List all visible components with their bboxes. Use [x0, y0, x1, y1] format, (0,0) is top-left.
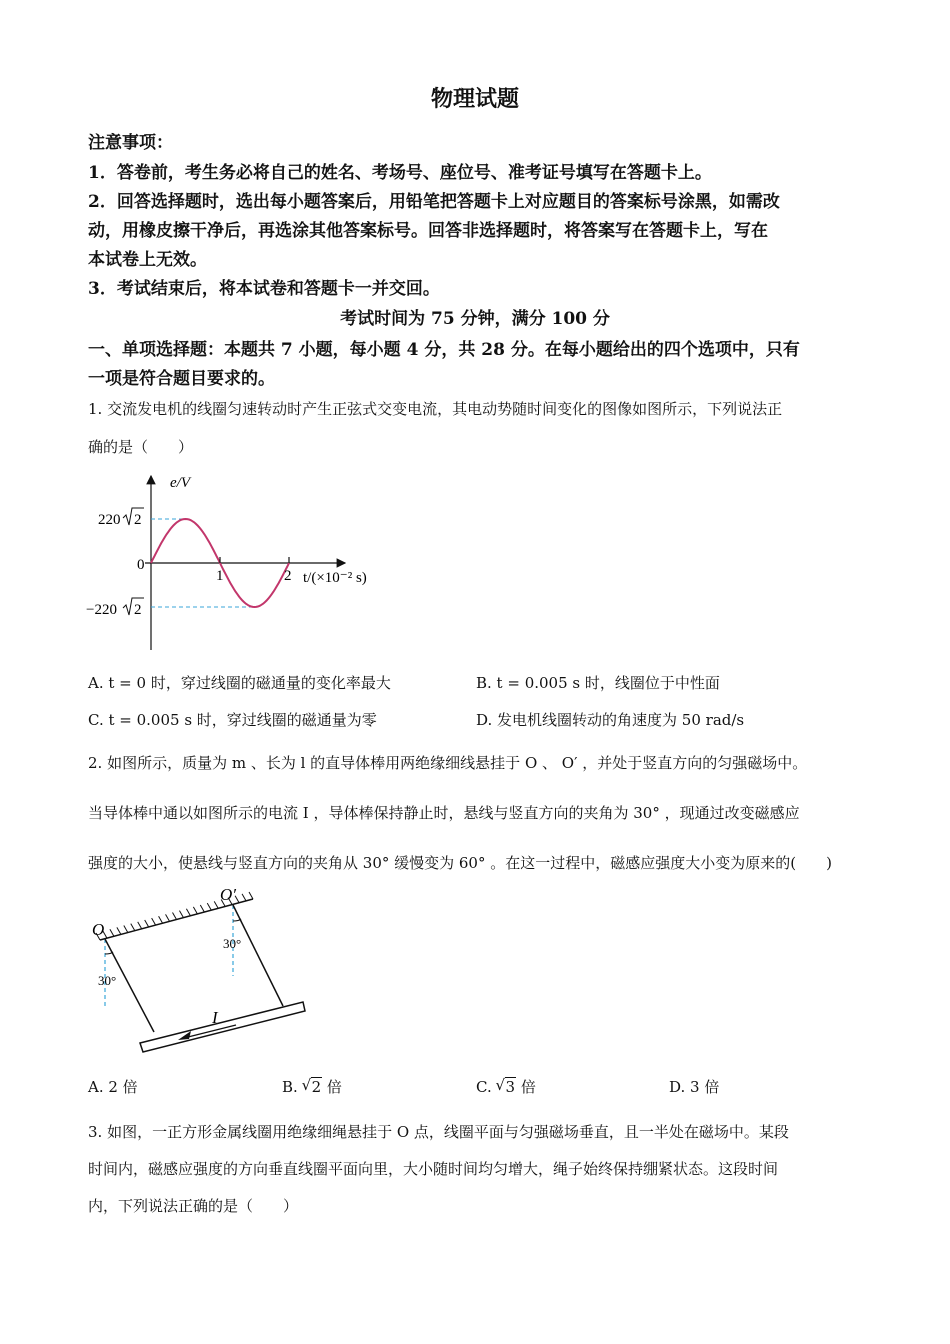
notice-heading: 注意事项：	[88, 133, 173, 153]
q1-x-tick-2-label: 2	[284, 568, 292, 584]
q1-x-tick-1-label: 1	[216, 568, 224, 584]
q3-line-1: 3. 如图，一正方形金属线圈用绝缘细绳悬挂于 O 点，线圈平面与匀强磁场垂直，且一半处在磁场中。某段	[88, 1123, 789, 1141]
hatch-mark	[131, 924, 135, 931]
q1-y-zero-label: 0	[137, 557, 145, 573]
q1-y-bottom-label	[86, 598, 144, 618]
hatch-mark	[152, 918, 156, 925]
section-1-line-2: 一项是符合题目要求的。	[88, 369, 275, 389]
q1-line-2: 确的是（ ）	[88, 438, 194, 456]
q2-line-2: 当导体棒中通以如图所示的电流 I ，导体棒保持静止时，悬线与竖直方向的夹角为 30° ，现通过改变磁感应	[88, 804, 800, 822]
q2-label-current: I	[212, 1008, 218, 1027]
q2-right-thread	[233, 905, 283, 1006]
hatch-mark	[145, 920, 149, 927]
notice-item-3: 3．考试结束后，将本试卷和答题卡一并交回。	[88, 279, 440, 299]
q3-line-2: 时间内，磁感应强度的方向垂直线圈平面向里，大小随时间均匀增大，绳子始终保持绷紧状态。这段时间	[88, 1160, 779, 1178]
notice-item-1: 1．答卷前，考生务必将自己的姓名、考场号、座位号、准考证号填写在答题卡上。	[88, 163, 712, 183]
q1-option-b: B. t = 0.005 s 时，线圈位于中性面	[476, 674, 720, 692]
q2-option-a: A. 2 倍	[88, 1078, 138, 1096]
q1-option-c: C. t = 0.005 s 时，穿过线圈的磁通量为零	[88, 711, 377, 729]
q2-line-1: 2. 如图所示，质量为 m 、长为 l 的直导体棒用两绝缘细线悬挂于 O 、 O′ ，并处于竖直方向的匀强磁场中。	[88, 754, 808, 772]
notice-item-2-line-3: 本试卷上无效。	[88, 250, 207, 270]
svg-text:220: 220	[98, 512, 121, 528]
hatch-mark	[179, 911, 183, 918]
svg-text:2: 2	[134, 602, 142, 618]
q1-emf-graph	[86, 468, 390, 653]
hatch-mark	[124, 926, 128, 933]
q2-line-3: 强度的大小，使悬线与竖直方向的夹角从 30° 缓慢变为 60° 。在这一过程中，磁感应强度大小变为原来的( )	[88, 854, 832, 872]
hatch-mark	[138, 922, 142, 929]
hatch-mark	[159, 916, 163, 923]
hatch-mark	[207, 903, 211, 910]
hatch-mark	[242, 894, 246, 901]
q3-line-3: 内，下列说法正确的是（ ）	[88, 1197, 299, 1215]
hatch-mark	[166, 914, 170, 921]
q1-x-label: t/(×10⁻² s)	[303, 570, 367, 586]
hatch-mark	[173, 913, 177, 920]
section-1-line-1: 一、单项选择题：本题共 7 小题，每小题 4 分，共 28 分。在每小题给出的四个选项中，只有	[88, 340, 800, 360]
q2-rod-figure	[88, 882, 318, 1062]
q2-label-o-prime: O′	[220, 885, 236, 904]
hatch-mark	[110, 929, 114, 936]
q1-option-d: D. 发电机线圈转动的角速度为 50 rad/s	[476, 711, 745, 729]
sqrt-sign-icon: √	[301, 1076, 312, 1094]
sqrt-sign-icon: √	[495, 1076, 506, 1094]
exam-time: 考试时间为 75 分钟，满分 100 分	[340, 309, 610, 329]
hatch-mark	[186, 909, 190, 916]
hatch-mark	[214, 901, 218, 908]
svg-text:−220: −220	[86, 602, 117, 618]
q2-label-o: O	[92, 920, 105, 939]
notice-item-2-line-2: 动，用橡皮擦干净后，再选涂其他答案标号。回答非选择题时，将答案写在答题卡上，写在	[88, 221, 768, 241]
q1-option-a: A. t = 0 时，穿过线圈的磁通量的变化率最大	[88, 674, 391, 692]
notice-item-2-line-1: 2．回答选择题时，选出每小题答案后，用铅笔把答题卡上对应题目的答案标号涂黑，如需改	[88, 192, 780, 212]
q2-option-b: B. √ 2 倍	[282, 1076, 342, 1096]
svg-text:2: 2	[134, 512, 142, 528]
q1-line-1: 1. 交流发电机的线圈匀速转动时产生正弦式交变电流，其电动势随时间变化的图像如图所示，下列说法正	[88, 400, 783, 418]
page-title: 物理试题	[430, 86, 519, 112]
hatch-mark	[117, 927, 121, 934]
q2-conductor-rod	[140, 1002, 305, 1052]
hatch-mark	[249, 892, 253, 899]
q1-y-top-label	[98, 508, 144, 528]
hatch-mark	[200, 905, 204, 912]
q2-option-d: D. 3 倍	[669, 1078, 720, 1096]
q2-angle-right: 30°	[223, 936, 242, 951]
q2-angle-left: 30°	[98, 973, 117, 988]
hatch-mark	[193, 907, 197, 914]
q2-option-c: C. √ 3 倍	[476, 1076, 536, 1096]
q1-y-label: e/V	[170, 475, 190, 491]
